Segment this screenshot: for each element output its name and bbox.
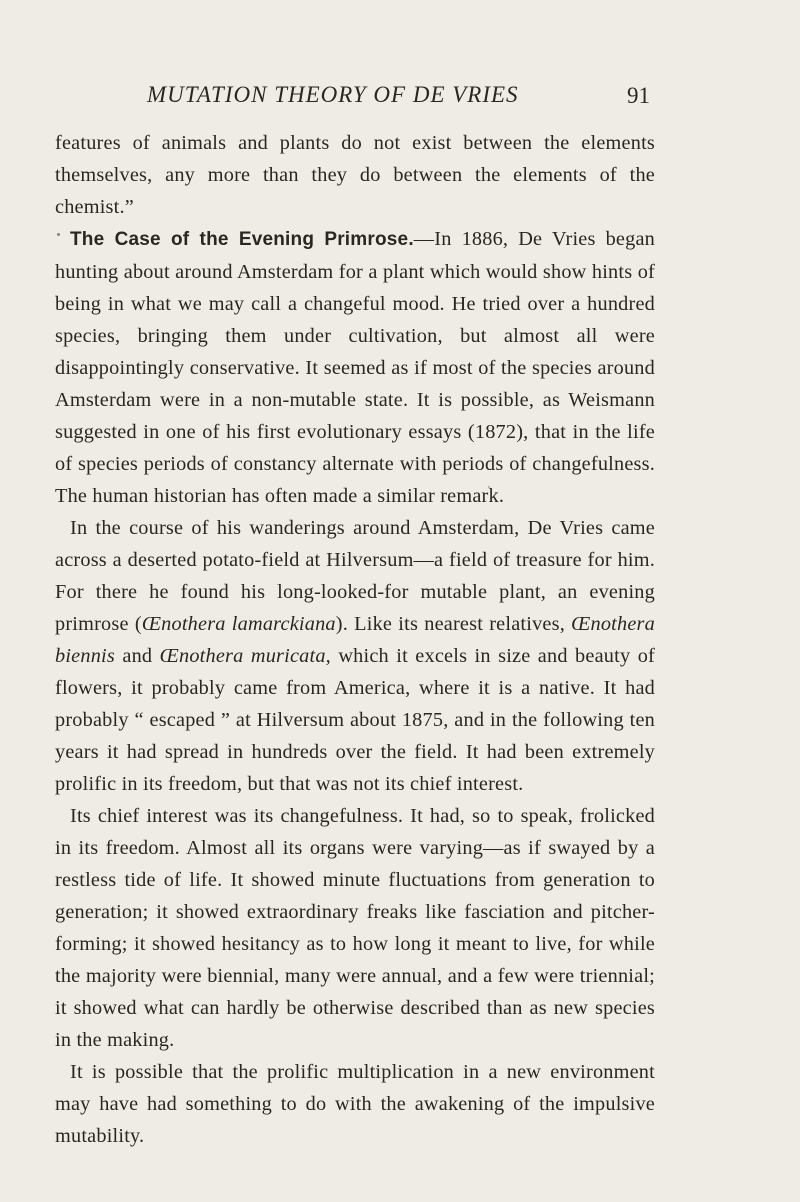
paragraph-text: —In 1886, De Vries began hunting about around Amsterdam for a plant which would show hints of being in what we may call a changeful mood. He tried over a hundred species, bringing them under cultivation, but almost all were disappointingly conservative. It seemed as if most of the species around Amsterdam were in a non-mutable state. It is possible, as Weismann suggested in one of his first evolutionary essays (1872), that in the life of species periods of constancy alternate with periods of changefulness. The human historian has often made a similar remark. xyxy=(55,228,655,507)
page-number: 91 xyxy=(627,83,650,108)
paragraph-text: In the course of his wanderings around Amsterdam, De Vries came across a deserted potato-field at Hilversum—a field of treasure for him. For there he found his long-looked-for mutable plant, an evening primrose ( xyxy=(55,517,655,635)
species-name: Œnothera biennis xyxy=(55,613,655,667)
section-heading: The Case of the Evening Primrose. xyxy=(70,229,414,250)
species-name: Œnothera muricata, xyxy=(159,645,331,667)
species-name: Œnothera lamarckiana xyxy=(141,613,336,635)
paragraph-quote-end: features of animals and plants do not exist between the elements themselves, any more than they do between the elements of the chemist.” xyxy=(55,132,655,218)
paragraph-text: ). Like its nearest relatives, xyxy=(335,613,572,635)
running-head-title: MUTATION THEORY OF DE VRIES xyxy=(147,82,519,107)
body-text xyxy=(55,127,655,1152)
paragraph-hilversum xyxy=(55,512,655,800)
paragraph-text: and xyxy=(115,645,160,667)
paragraph-mutability: It is possible that the prolific multiplication in a new environment may have had something to do with the awakening of the impulsive mutability. xyxy=(55,1061,655,1147)
paragraph-text: which it excels in size and beauty of flowers, it probably came from America, where it is a native. It had probably “ escaped ” at Hilversum about 1875, and in the following ten years it had spread in hundreds over the field. It had been extremely prolific in its freedom, but that was not its chief interest. xyxy=(55,645,655,795)
paragraph-evening-primrose xyxy=(55,223,655,512)
paragraph-changefulness: Its chief interest was its changefulness. It had, so to speak, frolicked in its freedom. Almost all its organs were varying—as if swayed by a restless tide of life. It showed minute fluctuations from generation to generation; it showed extraordinary freaks like fasciation and pitcher-forming; it showed hesitancy as to how long it meant to live, for while the majority were biennial, many were annual, and a few were triennial; it showed what can hardly be otherwise described than as new species in the making. xyxy=(55,805,655,1051)
